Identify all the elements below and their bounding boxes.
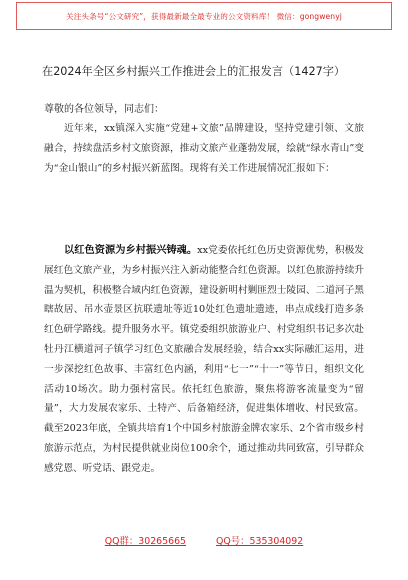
paragraph-intro: 近年来，xx镇深入实施“党建+文旅”品牌建设，坚持党建引领、文旅融合，持续盘活乡村文旅资源，推动文旅产业蓬勃发展，绘就“绿水青山”变为“金山银山”的乡村振兴新蓝图。现将有关工作进展情况汇报如下： xyxy=(44,123,364,174)
footer-contacts xyxy=(0,533,408,549)
promo-banner xyxy=(16,2,392,30)
promo-banner-text: 关注头条号“公文研究”，获得最新最全最专业的公文资料库！ 微信：gongwenyj xyxy=(66,11,342,21)
paragraph-body: xx党委依托红色历史资源优势，积极发展红色文旅产业，为乡村振兴注入新动能整合红色资源。以红色旅游持续升温为契机，积极整合域内红色资源，建设新明村剿匪烈士陵园、二道河子黑瞎故居、吊水壶景区抗联遗址等近10处红色遗址遗迹，串点成线打造多条红色研学路线。提升服务水平。镇党委组织旅游业户、村党组织书记多次赴牡丹江横道河子镇学习红色文旅融合发展经验，结合xx实际融汇运用，进一步深挖红色故事、丰富红色内涵，利用“七一”“十一”等节日，组织文化活动10场次。助力强村富民。依托红色旅游，聚焦将游客流量变为“留量”，大力发展农家乐、土特产、后备箱经济，促进集体增收、村民致富。截至2023年底，全镇共培育1个中国乡村旅游金牌农家乐、2个省市级乡村旅游示范点，为村民提供就业岗位100余个，通过推动共同致富，引导群众感党恩、听党话、跟党走。 xyxy=(44,245,364,474)
paragraph-heading: 以红色资源为乡村振兴铸魂。 xyxy=(64,245,198,256)
salutation: 尊敬的各位领导，同志们： xyxy=(44,104,164,115)
paragraph-red-resources xyxy=(44,241,364,479)
qq-number-link[interactable]: QQ号：535304092 xyxy=(216,536,304,547)
page-title: 在2024年全区乡村振兴工作推进会上的汇报发言（1427字） xyxy=(42,65,346,78)
qq-group-link[interactable]: QQ群：30265665 xyxy=(104,536,187,547)
